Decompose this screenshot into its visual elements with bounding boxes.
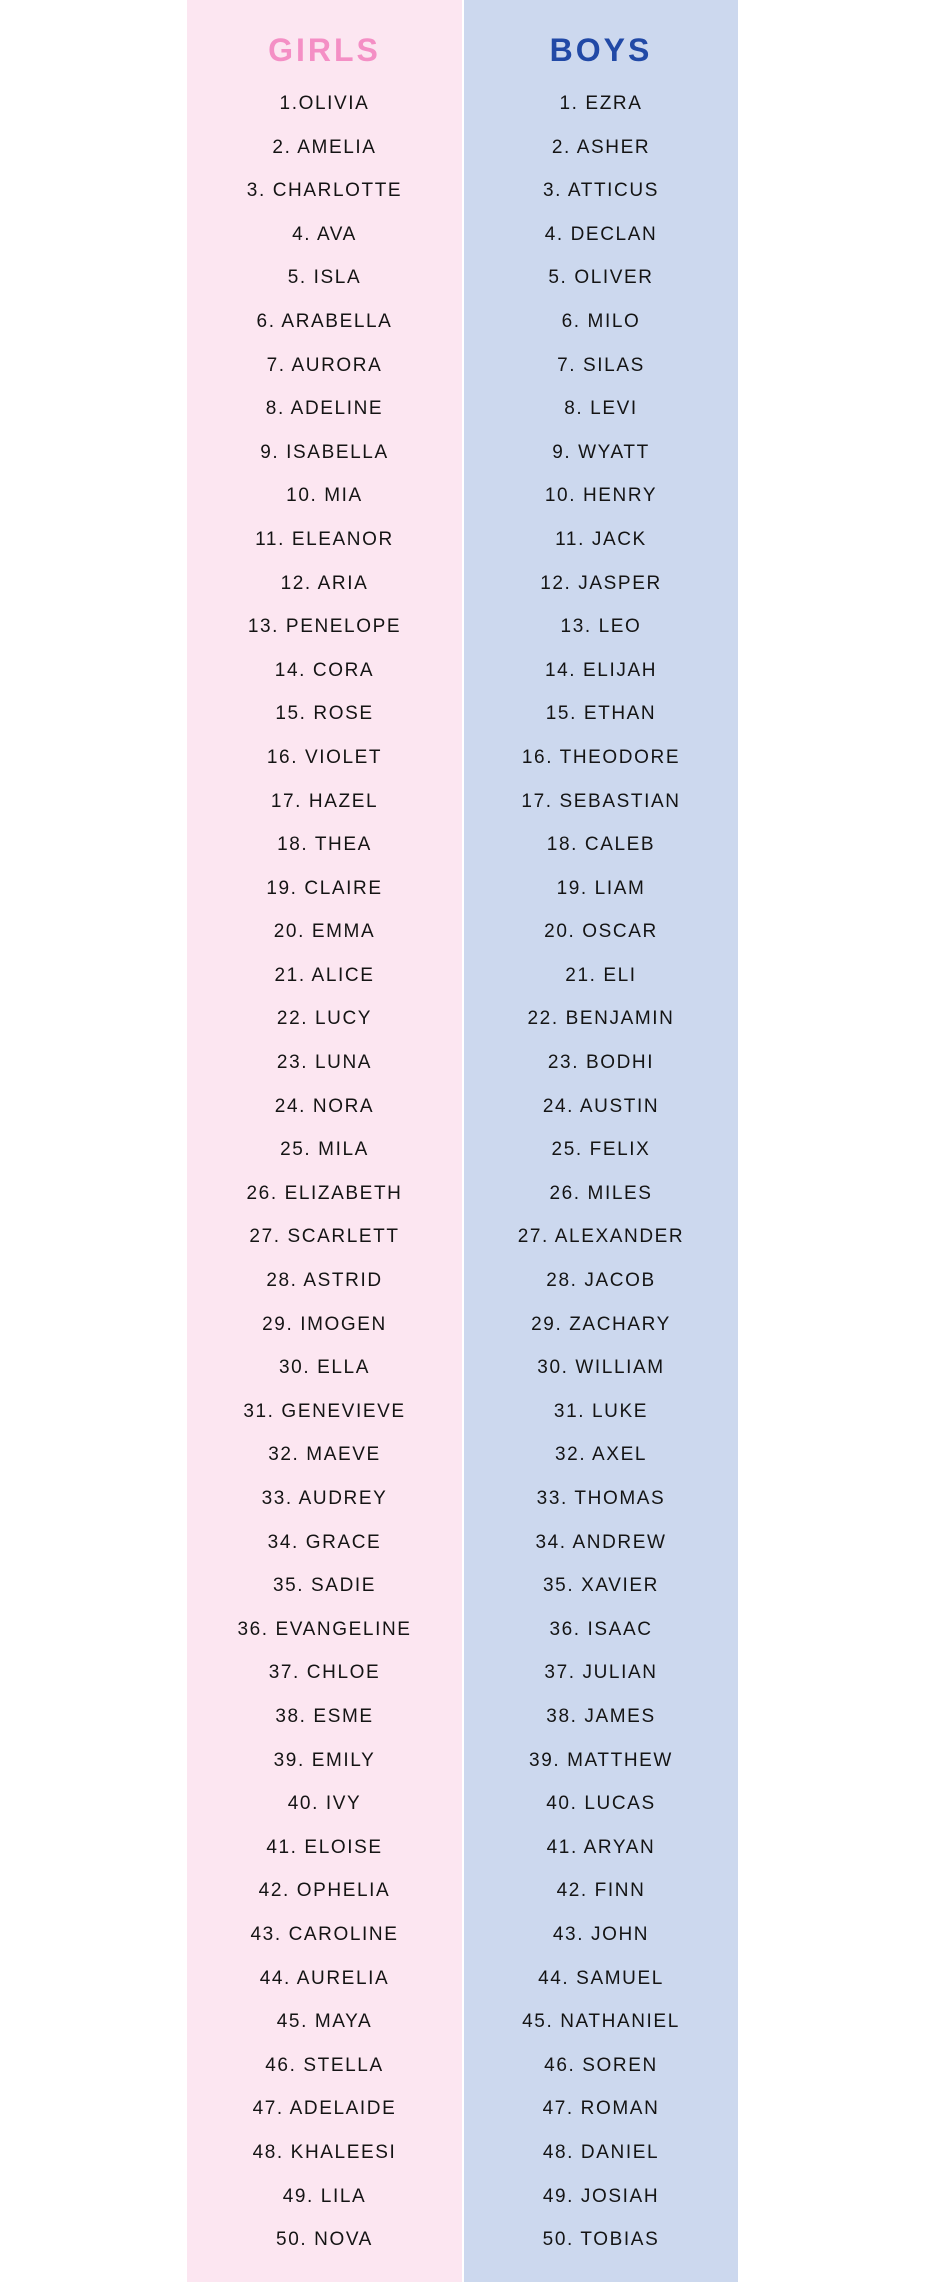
girls-name-item: 7. AURORA (266, 354, 383, 376)
boys-name-item: 31. LUKE (553, 1400, 649, 1422)
boys-name-item: 45. NATHANIEL (522, 2011, 680, 2033)
girls-name-item: 47. ADELAIDE (252, 2098, 397, 2120)
girls-heading: GIRLS (268, 32, 381, 68)
boys-name-item: 30. WILLIAM (537, 1357, 665, 1379)
girls-name-item: 11. ELEANOR (255, 528, 394, 550)
boys-name-item: 21. ELI (565, 964, 637, 986)
girls-name-item: 5. ISLA (287, 267, 362, 289)
girls-name-item: 43. CAROLINE (250, 1923, 399, 1945)
girls-name-item: 10. MIA (286, 485, 363, 507)
girls-name-item: 12. ARIA (280, 572, 369, 594)
boys-name-item: 24. AUSTIN (542, 1095, 660, 1117)
girls-name-item: 48. KHALEESI (252, 2141, 397, 2163)
boys-name-item: 37. JULIAN (544, 1662, 658, 1684)
boys-name-item: 33. THOMAS (536, 1488, 666, 1509)
boys-name-item: 40. LUCAS (546, 1793, 656, 1815)
girls-name-item: 26. ELIZABETH (246, 1182, 403, 1204)
girls-name-item: 42. OPHELIA (258, 1880, 391, 1902)
boys-name-item: 44. SAMUEL (538, 1967, 664, 1989)
boys-name-item: 20. OSCAR (544, 921, 658, 943)
boys-name-list (464, 82, 738, 2262)
boys-name-item: 18. CALEB (546, 834, 656, 856)
boys-name-item: 42. FINN (556, 1880, 646, 1902)
boys-name-item: 13. LEO (560, 616, 642, 638)
girls-name-item: 13. PENELOPE (247, 616, 402, 638)
girls-name-item: 32. MAEVE (268, 1444, 381, 1466)
boys-name-item: 35. XAVIER (543, 1575, 659, 1597)
boys-name-item: 28. JACOB (546, 1270, 656, 1292)
girls-name-item: 30. ELLA (279, 1357, 370, 1379)
girls-name-item: 24. NORA (274, 1095, 375, 1117)
boys-name-item: 23. BODHI (547, 1052, 655, 1074)
girls-name-item: 22. LUCY (276, 1008, 373, 1030)
boys-name-item: 41. ARYAN (546, 1836, 656, 1858)
girls-name-item: 37. CHLOE (268, 1662, 381, 1684)
boys-name-item: 46. SOREN (544, 2054, 658, 2076)
boys-name-item: 5. OLIVER (548, 267, 654, 289)
girls-name-item: 3. CHARLOTTE (246, 180, 403, 202)
boys-heading: BOYS (549, 32, 653, 68)
girls-name-item: 8. ADELINE (265, 398, 384, 420)
girls-name-item: 21. ALICE (274, 964, 375, 986)
boys-name-item: 32. AXEL (554, 1444, 648, 1466)
girls-name-item: 39. EMILY (273, 1749, 376, 1771)
girls-name-item: 46. STELLA (265, 2054, 384, 2076)
boys-name-item: 36. ISAAC (549, 1618, 653, 1640)
girls-name-item: 28. ASTRID (266, 1270, 383, 1292)
boys-name-item: 8. LEVI (564, 398, 638, 420)
boys-name-item: 11. JACK (555, 528, 647, 550)
girls-name-item: 20. EMMA (273, 921, 376, 943)
girls-name-item: 38. ESME (275, 1705, 374, 1727)
boys-name-item: 9. WYATT (552, 441, 650, 463)
boys-name-item: 34. ANDREW (535, 1531, 667, 1553)
girls-name-item: 29. IMOGEN (262, 1313, 387, 1335)
girls-name-item: 19. CLAIRE (266, 877, 383, 899)
boys-name-item: 26. MILES (549, 1182, 653, 1204)
girls-name-item: 17. HAZEL (270, 790, 379, 812)
girls-name-item: 1.OLIVIA (279, 93, 370, 114)
boys-name-item: 3. ATTICUS (543, 180, 659, 202)
boys-name-item: 38. JAMES (546, 1705, 656, 1727)
girls-name-item: 14. CORA (274, 659, 375, 681)
boys-name-item: 6. MILO (561, 310, 641, 332)
girls-name-item: 50. NOVA (276, 2229, 373, 2251)
girls-name-item: 15. ROSE (275, 703, 374, 725)
boys-name-item: 22. BENJAMIN (527, 1008, 675, 1030)
boys-name-item: 15. ETHAN (545, 703, 657, 725)
girls-name-item: 31. GENEVIEVE (243, 1400, 406, 1422)
boys-name-item: 19. LIAM (556, 877, 646, 899)
boys-name-item: 49. JOSIAH (542, 2185, 660, 2207)
boys-name-item: 47. ROMAN (542, 2098, 660, 2120)
girls-name-list (187, 82, 462, 2262)
girls-name-item: 33. AUDREY (261, 1488, 388, 1509)
boys-name-item: 25. FELIX (551, 1139, 651, 1161)
girls-column (187, 0, 462, 2282)
girls-name-item: 49. LILA (282, 2185, 367, 2207)
girls-name-item: 45. MAYA (276, 2011, 373, 2033)
boys-name-item: 29. ZACHARY (531, 1313, 671, 1335)
girls-name-item: 23. LUNA (276, 1052, 373, 1074)
girls-name-item: 25. MILA (280, 1139, 369, 1161)
girls-name-item: 16. VIOLET (266, 746, 383, 768)
boys-name-item: 50. TOBIAS (542, 2229, 660, 2251)
girls-name-item: 41. ELOISE (266, 1836, 383, 1858)
girls-name-item: 35. SADIE (272, 1575, 377, 1597)
girls-name-item: 9. ISABELLA (260, 441, 389, 463)
girls-name-item: 6. ARABELLA (256, 310, 393, 332)
girls-name-item: 34. GRACE (267, 1531, 382, 1553)
boys-name-item: 10. HENRY (544, 485, 658, 507)
girls-name-item: 44. AURELIA (259, 1967, 390, 1989)
boys-name-item: 17. SEBASTIAN (521, 790, 681, 812)
boys-name-item: 12. JASPER (540, 572, 662, 594)
girls-name-item: 4. AVA (292, 223, 357, 245)
girls-name-item: 2. AMELIA (272, 136, 377, 158)
boys-name-item: 16. THEODORE (521, 746, 681, 768)
boys-name-item: 1. EZRA (559, 93, 643, 114)
girls-name-item: 40. IVY (287, 1793, 362, 1815)
girls-name-item: 27. SCARLETT (249, 1226, 400, 1248)
boys-name-item: 27. ALEXANDER (517, 1226, 685, 1248)
boys-name-item: 7. SILAS (557, 354, 645, 376)
boys-column (464, 0, 738, 2282)
boys-name-item: 43. JOHN (552, 1923, 650, 1945)
boys-name-item: 14. ELIJAH (544, 659, 658, 681)
boys-name-item: 48. DANIEL (542, 2141, 660, 2163)
boys-name-item: 39. MATTHEW (529, 1749, 673, 1771)
girls-name-item: 18. THEA (277, 834, 372, 856)
girls-name-item: 36. EVANGELINE (237, 1618, 412, 1640)
boys-name-item: 2. ASHER (551, 136, 651, 158)
boys-name-item: 4. DECLAN (544, 223, 658, 245)
